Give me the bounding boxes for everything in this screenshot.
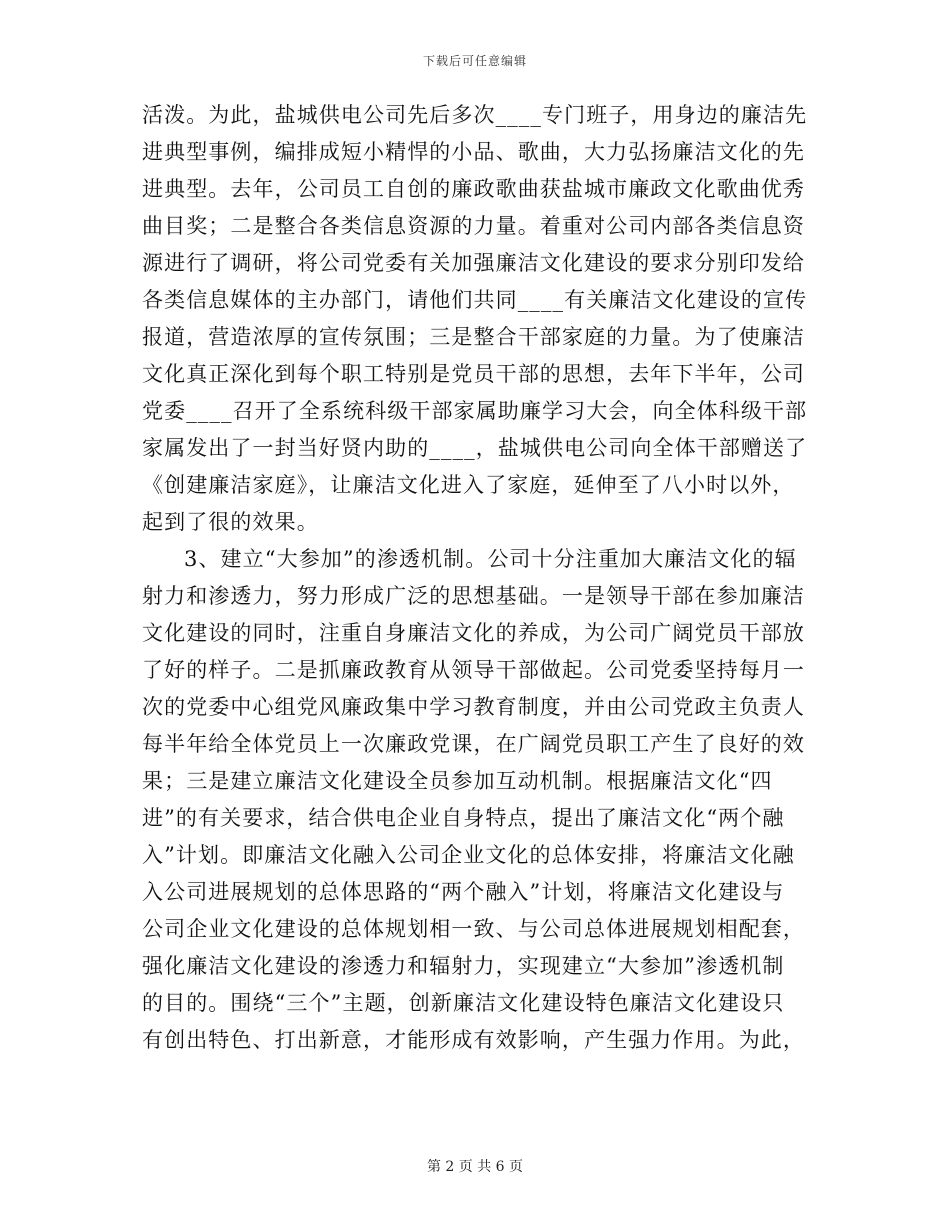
text-line: 次的党委中心组党风廉政集中学习教育制度，并由公司党政主负责人 [142, 695, 805, 719]
text-line: 每半年给全体党员上一次廉政党课，在广阔党员职工产生了良好的效 [142, 732, 805, 756]
text-line: 《创建廉洁家庭》，让廉洁文化进入了家庭，延伸至了八小时以外， [142, 473, 795, 497]
text-line: 源进行了调研，将公司党委有关加强廉洁文化建设的要求分别印发给 [142, 251, 805, 275]
text-line: 起到了很的效果。 [142, 510, 319, 534]
text-line: 入公司进展规划的总体思路的“两个融入”计划，将廉洁文化建设与 [142, 880, 785, 904]
text-line: 的目的。围绕“三个”主题，创新廉洁文化建设特色廉洁文化建设只 [142, 991, 785, 1015]
page-header: 下载后可任意编辑 [422, 54, 527, 68]
text-line: 进典型。去年，公司员工自创的廉政歌曲获盐城市廉政文化歌曲优秀 [142, 177, 805, 201]
text-line: 果；三是建立廉洁文化建设全员参加互动机制。根据廉洁文化“四 [142, 769, 773, 793]
text-line: 进”的有关要求，结合供电企业自身特点，提出了廉洁文化“两个融 [142, 806, 785, 830]
text-line: 射力和渗透力，努力形成广泛的思想基础。一是领导干部在参加廉洁 [142, 584, 805, 608]
text-line: 入”计划。即廉洁文化融入公司企业文化的总体安排，将廉洁文化融 [142, 843, 795, 867]
paragraph-1 [142, 97, 808, 541]
text-line: 公司企业文化建设的总体规划相一致、与公司总体进展规划相配套， [142, 917, 805, 941]
text-line: 各类信息媒体的主办部门，请他们共同____有关廉洁文化建设的宣传 [142, 288, 808, 312]
text-line: 有创出特色、打出新意，才能形成有效影响，产生强力作用。为此， [142, 1028, 805, 1052]
paragraph-2 [142, 541, 808, 1059]
text-line: 家属发出了一封当好贤内助的____，盐城供电公司向全体干部赠送了 [142, 436, 808, 460]
text-line: 进典型事例，编排成短小精悍的小品、歌曲，大力弘扬廉洁文化的先 [142, 140, 805, 164]
text-line: 党委____召开了全系统科级干部家属助廉学习大会，向全体科级干部 [142, 399, 808, 423]
document-body [142, 97, 808, 1059]
text-line: 活泼。为此，盐城供电公司先后多次____专门班子，用身边的廉洁先 [142, 103, 808, 127]
text-line: 曲目奖；二是整合各类信息资源的力量。着重对公司内部各类信息资 [142, 214, 805, 238]
page-number: 第 2 页 共 6 页 [426, 1159, 524, 1175]
text-line: 报道，营造浓厚的宣传氛围；三是整合干部家庭的力量。为了使廉洁 [142, 325, 805, 349]
text-line: 文化建设的同时，注重自身廉洁文化的养成，为公司广阔党员干部放 [142, 621, 805, 645]
text-line: 文化真正深化到每个职工特别是党员干部的思想，去年下半年，公司 [142, 362, 805, 386]
text-line: 3、建立“大参加”的渗透机制。公司十分注重加大廉洁文化的辐 [184, 547, 797, 571]
text-line: 了好的样子。二是抓廉政教育从领导干部做起。公司党委坚持每月一 [142, 658, 805, 682]
text-line: 强化廉洁文化建设的渗透力和辐射力，实现建立“大参加”渗透机制 [142, 954, 785, 978]
